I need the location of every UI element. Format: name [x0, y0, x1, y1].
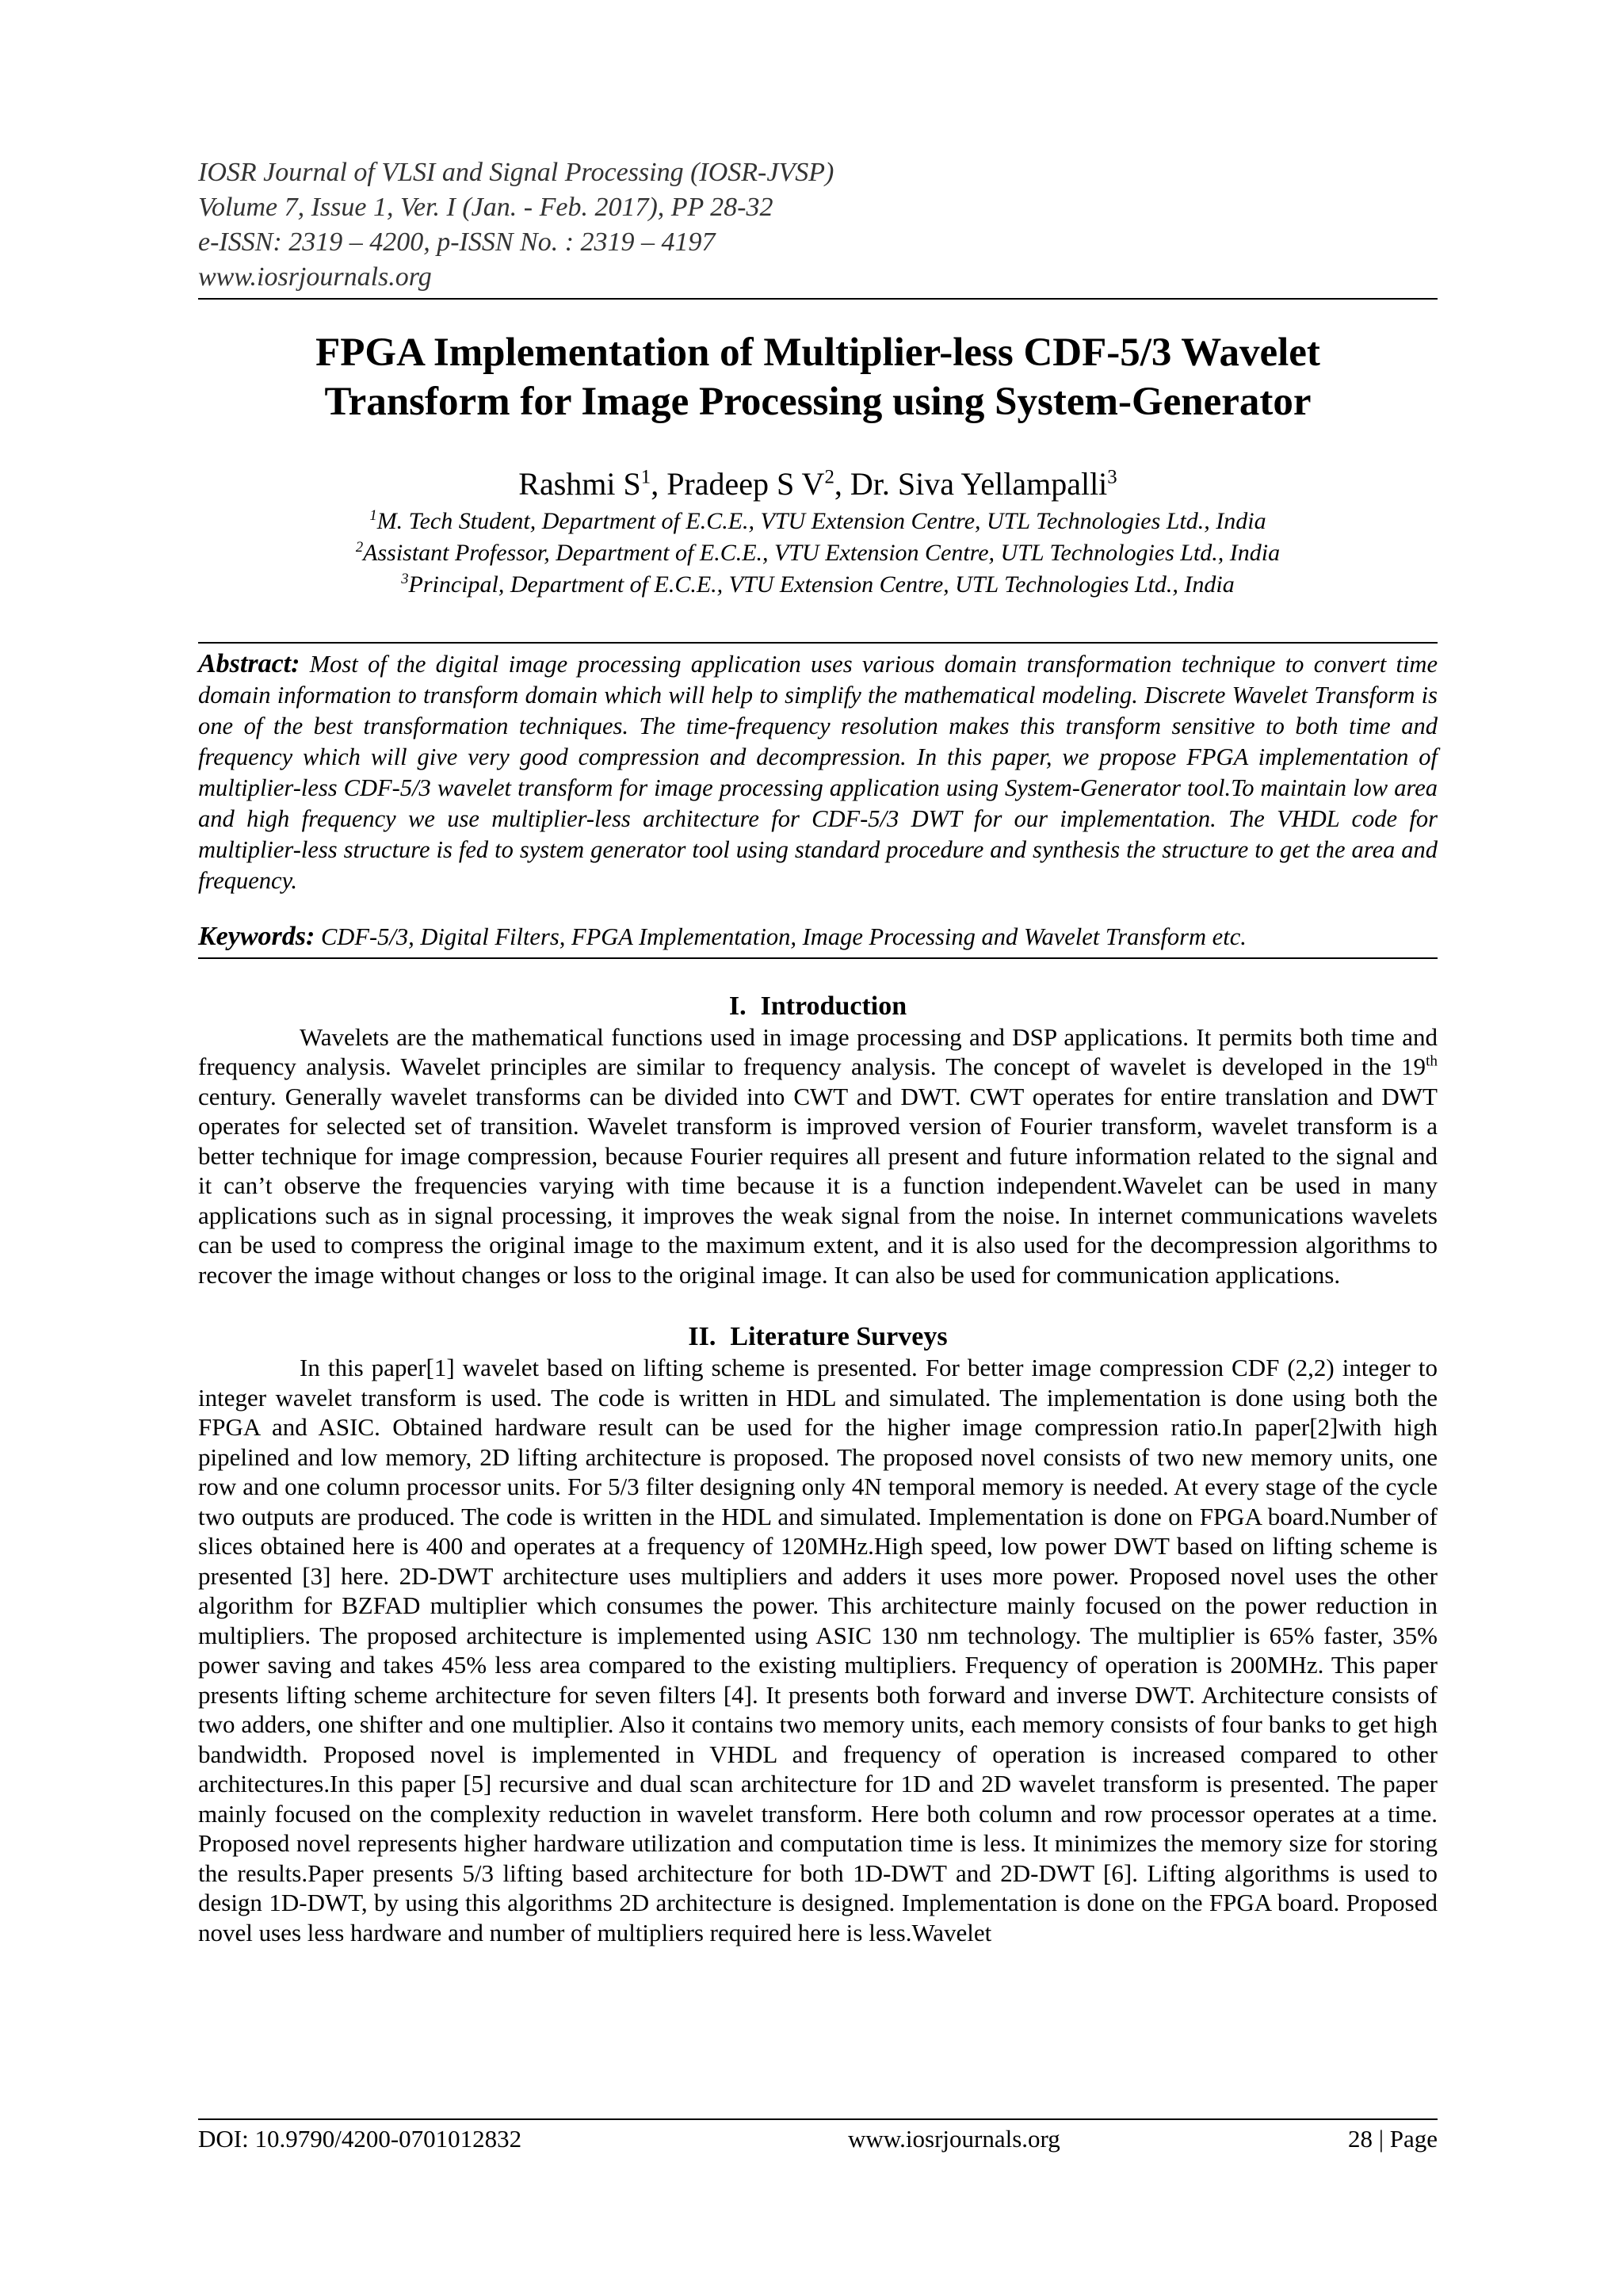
author-3-affil-mark: 3 — [1107, 466, 1117, 488]
paper-title — [198, 328, 1438, 426]
section-number: II. — [688, 1322, 716, 1351]
keywords-bottom-rule — [198, 957, 1438, 959]
abstract — [198, 648, 1438, 896]
intro-text-part-2: century. Generally wavelet transforms can be divided into CWT and DWT. CWT operates for entire translation and DWT operates for selected set of transition. Wavelet transform is improved version of Fourier transform, wavelet transform is a better technique for image compression, because Fourier requires all present and future information related to the signal and it can’t observe the frequencies varying with time because it is a function independent.Wavelet can be used in many applications such as in signal processing, it improves the weak signal from the noise. In internet communications wavelets can be used to compress the original image to the maximum extent, and it is also used for the decompression algorithms to recover the image without changes or loss to the original image. It can also be used for communication applications. — [198, 1082, 1438, 1289]
section-title: Literature Surveys — [730, 1322, 948, 1351]
intro-superscript: th — [1426, 1052, 1438, 1070]
section-heading-introduction — [198, 991, 1438, 1022]
affiliation-3-text: Principal, Department of E.C.E., VTU Extension Centre, UTL Technologies Ltd., India — [408, 571, 1235, 598]
keywords-label: Keywords: — [198, 921, 315, 951]
section-number: I. — [728, 991, 747, 1021]
abstract-top-rule — [198, 642, 1438, 644]
abstract-text: Most of the digital image processing application uses various domain transformation technique to convert time domain information to transform domain which will help to simplify the mathematical modeling. Discrete Wavelet Transform is one of the best transformation techniques. The time-frequency resolution makes this transform sensitive to both time and frequency which will give very good compression and decompression. In this paper, we propose FPGA implementation of multiplier-less CDF-5/3 wavelet transform for image processing application using System-Generator tool.To maintain low area and high frequency we use multiplier-less architecture for CDF-5/3 DWT for our implementation. The VHDL code for multiplier-less structure is fed to system generator tool using standard procedure and synthesis the structure to get the area and frequency. — [198, 651, 1438, 894]
journal-issn: e-ISSN: 2319 – 4200, p-ISSN No. : 2319 – 4197 — [198, 227, 716, 257]
page-footer — [198, 2118, 1438, 2153]
affiliation-2-mark: 2 — [355, 539, 364, 556]
author-2: , Pradeep S V — [651, 466, 825, 502]
author-1-affil-mark: 1 — [640, 466, 651, 488]
journal-header — [198, 155, 1438, 300]
author-1: Rashmi S — [518, 466, 641, 502]
keywords — [198, 921, 1438, 953]
footer-website[interactable]: www.iosrjournals.org — [848, 2125, 1060, 2153]
footer-page-number: 28 | Page — [1348, 2125, 1438, 2153]
literature-paragraph: In this paper[1] wavelet based on lifting scheme is presented. For better image compression CDF (2,2) integer to integer wavelet transform is used. The code is written in HDL and simulated. The implementation is done using both the FPGA and ASIC. Obtained hardware result can be used for the higher image compression ratio.In paper[2]with high pipelined and low memory, 2D lifting architecture is proposed. The proposed novel consists of two new memory units, one row and one column processor units. For 5/3 filter designing only 4N temporal memory is needed. At every stage of the cycle two outputs are produced. The code is written in the HDL and simulated. Implementation is done on FPGA board.Number of slices obtained here is 400 and operates at a frequency of 120MHz.High speed, low power DWT based on lifting scheme is presented [3] here. 2D-DWT architecture uses multipliers and adders it uses more power. Proposed novel uses the other algorithm for BZFAD multiplier which consumes the power. This architecture mainly focused on the power reduction in multipliers. The proposed architecture is implemented using ASIC 130 nm technology. The multiplier is 65% faster, 35% power saving and takes 45% less area compared to the existing multipliers. Frequency of operation is 200MHz. This paper presents lifting scheme architecture for seven filters [4]. It presents both forward and inverse DWT. Architecture consists of two adders, one shifter and one multiplier. Also it contains two memory units, each memory consists of four banks to get high bandwidth. Proposed novel is implemented in VHDL and frequency of operation is increased compared to other architectures.In this paper [5] recursive and dual scan architecture for 1D and 2D wavelet transform is presented. The paper mainly focused on the complexity reduction in wavelet transform. Here both column and row processor operates at a time. Proposed novel represents higher hardware utilization and computation time is less. It minimizes the memory size for storing the results.Paper presents 5/3 lifting based architecture for both 1D-DWT and 2D-DWT [6]. Lifting algorithms is used to design 1D-DWT, by using this algorithms 2D architecture is designed. Implementation is done on the FPGA board. Proposed novel uses less hardware and number of multipliers required here is less.Wavelet — [198, 1354, 1438, 1946]
affiliations — [198, 506, 1438, 601]
intro-text-part-1: Wavelets are the mathematical functions used in image processing and DSP applications. It permits both time and frequency analysis. Wavelet principles are similar to frequency analysis. The concept of wavelet is developed in the 19 — [198, 1022, 1438, 1080]
affiliation-3-mark: 3 — [401, 571, 409, 587]
paper-page — [198, 155, 1438, 1947]
affiliation-1-text: M. Tech Student, Department of E.C.E., VTU Extension Centre, UTL Technologies Ltd., India — [376, 508, 1266, 534]
affiliation-3 — [198, 569, 1438, 601]
author-list — [198, 464, 1438, 504]
author-3: , Dr. Siva Yellampalli — [834, 466, 1108, 502]
title-line-1: FPGA Implementation of Multiplier-less CDF-5/3 Wavelet — [315, 330, 1320, 375]
abstract-label: Abstract: — [198, 649, 300, 678]
author-2-affil-mark: 2 — [824, 466, 834, 488]
journal-volume: Volume 7, Issue 1, Ver. I (Jan. - Feb. 2017), PP 28-32 — [198, 193, 773, 222]
affiliation-2-text: Assistant Professor, Department of E.C.E., VTU Extension Centre, UTL Technologies Ltd., India — [363, 540, 1281, 566]
footer-doi[interactable]: DOI: 10.9790/4200-0701012832 — [198, 2125, 522, 2153]
journal-name: IOSR Journal of VLSI and Signal Processing (IOSR-JVSP) — [198, 158, 834, 187]
affiliation-1 — [198, 506, 1438, 537]
affiliation-1-mark: 1 — [369, 507, 377, 524]
journal-website[interactable]: www.iosrjournals.org — [198, 262, 432, 292]
title-line-2: Transform for Image Processing using System-Generator — [324, 380, 1312, 424]
section-title: Introduction — [760, 991, 907, 1021]
introduction-paragraph — [198, 1022, 1438, 1290]
affiliation-2 — [198, 537, 1438, 569]
section-heading-literature-surveys — [198, 1321, 1438, 1353]
keywords-text: CDF-5/3, Digital Filters, FPGA Implementation, Image Processing and Wavelet Transform etc. — [320, 923, 1247, 950]
